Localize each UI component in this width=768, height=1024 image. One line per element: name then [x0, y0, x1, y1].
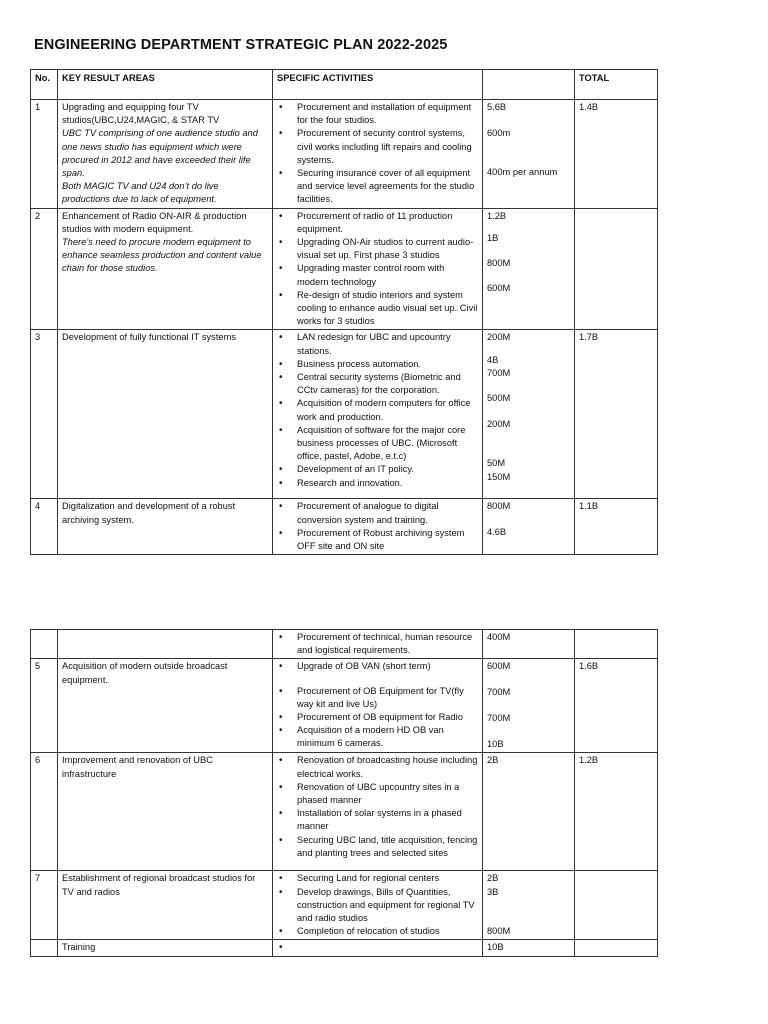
amounts-cell	[483, 753, 575, 871]
activities-cell	[273, 100, 483, 209]
key-result-area	[58, 753, 273, 871]
amounts-cell	[483, 330, 575, 499]
activity-item: • LAN redesign for UBC and upcountry stations.	[277, 331, 478, 357]
amount-value: 5.6B	[487, 102, 507, 112]
table-row	[31, 100, 658, 209]
row-number: 4	[31, 499, 58, 555]
amount-value: 800M	[487, 925, 511, 936]
activity-item: • Procurement of OB equipment for Radio	[277, 711, 478, 724]
activity-item: • Installation of solar systems in a phased manner	[277, 807, 478, 833]
amount-value: 700M	[487, 686, 511, 697]
row-total	[575, 208, 658, 330]
activity-item: • Procurement of analogue to digital conversion system and training.	[277, 500, 478, 526]
amount-value: 200M	[487, 332, 511, 343]
key-result-area	[58, 659, 273, 753]
row-number: 1	[31, 100, 58, 209]
activities-cell	[273, 940, 483, 956]
row-total	[575, 630, 658, 659]
header-specific-activities: SPECIFIC ACTIVITIES	[273, 70, 483, 100]
row-total: 1.7B	[575, 330, 658, 499]
kra-title: Digitalization and development of a robust archiving system.	[62, 501, 236, 525]
kra-note: UBC TV comprising of one audience studio and one news studio has equipment which were procured in 2012 and have exceeded their life span.	[62, 128, 258, 179]
activity-item: • Upgrade of OB VAN (short term)	[277, 660, 478, 673]
row-number: 6	[31, 753, 58, 871]
key-result-area	[58, 940, 273, 956]
row-number: 2	[31, 208, 58, 330]
kra-title: Upgrading and equipping four TV studios(UBC,U24,MAGIC, & STAR TV	[62, 102, 220, 126]
activity-item: • Procurement of Robust archiving system OFF site and ON site	[277, 527, 478, 553]
activity-item: • Re-design of studio interiors and system cooling to enhance audio visual set up. Civil works for 3 studios	[277, 289, 478, 329]
activities-cell	[273, 499, 483, 555]
activity-item: • Procurement of radio of 11 production equipment.	[277, 210, 478, 236]
amounts-cell	[483, 659, 575, 753]
amount-value: 800M	[487, 258, 511, 269]
activity-item: • Acquisition of software for the major core business processes of UBC. (Microsoft office, pastel, Adobe, e.t.c)	[277, 424, 478, 464]
kra-title: Enhancement of Radio ON-AIR & production studios with modern equipment.	[62, 210, 247, 234]
table-row	[31, 659, 658, 753]
activity-item: • Acquisition of a modern HD OB van minimum 6 cameras.	[277, 724, 478, 750]
activity-item: • Research and innovation.	[277, 477, 478, 490]
row-number	[31, 630, 58, 659]
activity-item: • Renovation of UBC upcountry sites in a phased manner	[277, 781, 478, 807]
activities-cell	[273, 753, 483, 871]
table-row	[31, 499, 658, 555]
amounts-cell	[483, 208, 575, 330]
row-number: 3	[31, 330, 58, 499]
activity-item: • Procurement of OB Equipment for TV(fly way kit and live Us)	[277, 685, 478, 711]
kra-title: Development of fully functional IT systems	[62, 332, 236, 343]
amount-value: 4B	[487, 354, 499, 365]
row-number: 7	[31, 871, 58, 940]
table-row	[31, 208, 658, 330]
activity-item: • Business process automation.	[277, 358, 478, 371]
key-result-area	[58, 100, 273, 209]
amount-value: 10B	[487, 739, 504, 750]
amount-value: 1.2B	[487, 210, 507, 221]
amount-value: 600M	[487, 283, 511, 294]
activity-item: • Securing UBC land, title acquisition, fencing and planting trees and selected sites	[277, 834, 478, 860]
amount-value: 2B	[487, 873, 499, 884]
key-result-area	[58, 208, 273, 330]
strategic-plan-table-continued	[30, 629, 658, 957]
strategic-plan-table	[30, 69, 658, 555]
amount-value: 2B	[487, 755, 499, 766]
amount-value: 800M	[487, 501, 511, 512]
activity-item: • Upgrading master control room with modern technology	[277, 262, 478, 288]
table-row	[31, 330, 658, 499]
row-total: 1.6B	[575, 659, 658, 753]
activity-item: • Renovation of broadcasting house including electrical works.	[277, 754, 478, 780]
amounts-cell	[483, 100, 575, 209]
table-row	[31, 630, 658, 659]
header-total: TOTAL	[575, 70, 658, 100]
activity-item: • Develop drawings, Bills of Quantities, construction and equipment for regional TV and radio studios	[277, 886, 478, 926]
activities-cell	[273, 208, 483, 330]
activity-item: • Acquisition of modern computers for office work and production.	[277, 397, 478, 423]
row-number	[31, 940, 58, 956]
amounts-cell	[483, 630, 575, 659]
kra-note: There’s need to procure modern equipment to enhance seamless production and content value chain for those studios.	[62, 237, 262, 274]
activities-cell	[273, 630, 483, 659]
amount-value: 700M	[487, 712, 511, 723]
amounts-cell	[483, 871, 575, 940]
activities-cell	[273, 330, 483, 499]
amount-value: 150M	[487, 471, 511, 482]
activity-item: • Securing insurance cover of all equipment and service level agreements for the studio facilities.	[277, 167, 478, 207]
kra-title: Establishment of regional broadcast studios for TV and radios	[62, 873, 256, 897]
amount-value: 200M	[487, 419, 511, 430]
header-amount	[483, 70, 575, 100]
amount-value: 600m	[487, 128, 511, 139]
header-key-result-areas: KEY RESULT AREAS	[58, 70, 273, 100]
kra-note: Both MAGIC TV and U24 don’t do live productions due to lack of equipment.	[62, 181, 219, 205]
header-no: No.	[31, 70, 58, 100]
row-number: 5	[31, 659, 58, 753]
activity-item: • Procurement and installation of equipment for the four studios.	[277, 101, 478, 127]
kra-title: Training	[62, 942, 96, 953]
table-row	[31, 940, 658, 956]
kra-title: Acquisition of modern outside broadcast equipment.	[62, 661, 228, 685]
key-result-area	[58, 630, 273, 659]
activity-item: • Securing Land for regional centers	[277, 872, 478, 885]
amount-value: 4.6B	[487, 526, 507, 537]
row-total	[575, 940, 658, 956]
key-result-area	[58, 871, 273, 940]
key-result-area	[58, 330, 273, 499]
page-title: ENGINEERING DEPARTMENT STRATEGIC PLAN 2022-2025	[34, 37, 448, 53]
activity-item: • Completion of relocation of studios	[277, 925, 478, 938]
amount-value: 600M	[487, 661, 511, 672]
amounts-cell	[483, 499, 575, 555]
activity-item: • Development of an IT policy.	[277, 463, 478, 476]
amount-value: 500M	[487, 393, 511, 404]
amount-value: 1B	[487, 232, 499, 243]
table-header-row	[31, 70, 658, 100]
activity-item: • Central security systems (Biometric and CCtv cameras) for the corporation.	[277, 371, 478, 397]
amount-value: 10B	[487, 942, 504, 953]
table-row	[31, 753, 658, 871]
activities-cell	[273, 659, 483, 753]
kra-title: Improvement and renovation of UBC infrastructure	[62, 755, 213, 779]
amount-value: 700M	[487, 367, 511, 378]
activities-cell	[273, 871, 483, 940]
row-total: 1.4B	[575, 100, 658, 209]
amount-value: 3B	[487, 886, 499, 897]
activity-item: • Procurement of technical, human resource and logistical requirements.	[277, 631, 478, 657]
amount-value: 400M	[487, 632, 511, 642]
table-row	[31, 871, 658, 940]
amount-value: 50M	[487, 458, 506, 469]
amount-value: 400m per annum	[487, 167, 558, 178]
activity-item: • Procurement of security control systems, civil works including lift repairs and cooling systems.	[277, 127, 478, 167]
row-total	[575, 871, 658, 940]
amounts-cell	[483, 940, 575, 956]
row-total: 1.2B	[575, 753, 658, 871]
row-total: 1.1B	[575, 499, 658, 555]
key-result-area	[58, 499, 273, 555]
activity-item: • Upgrading ON-Air studios to current audio-visual set up. First phase 3 studios	[277, 236, 478, 262]
